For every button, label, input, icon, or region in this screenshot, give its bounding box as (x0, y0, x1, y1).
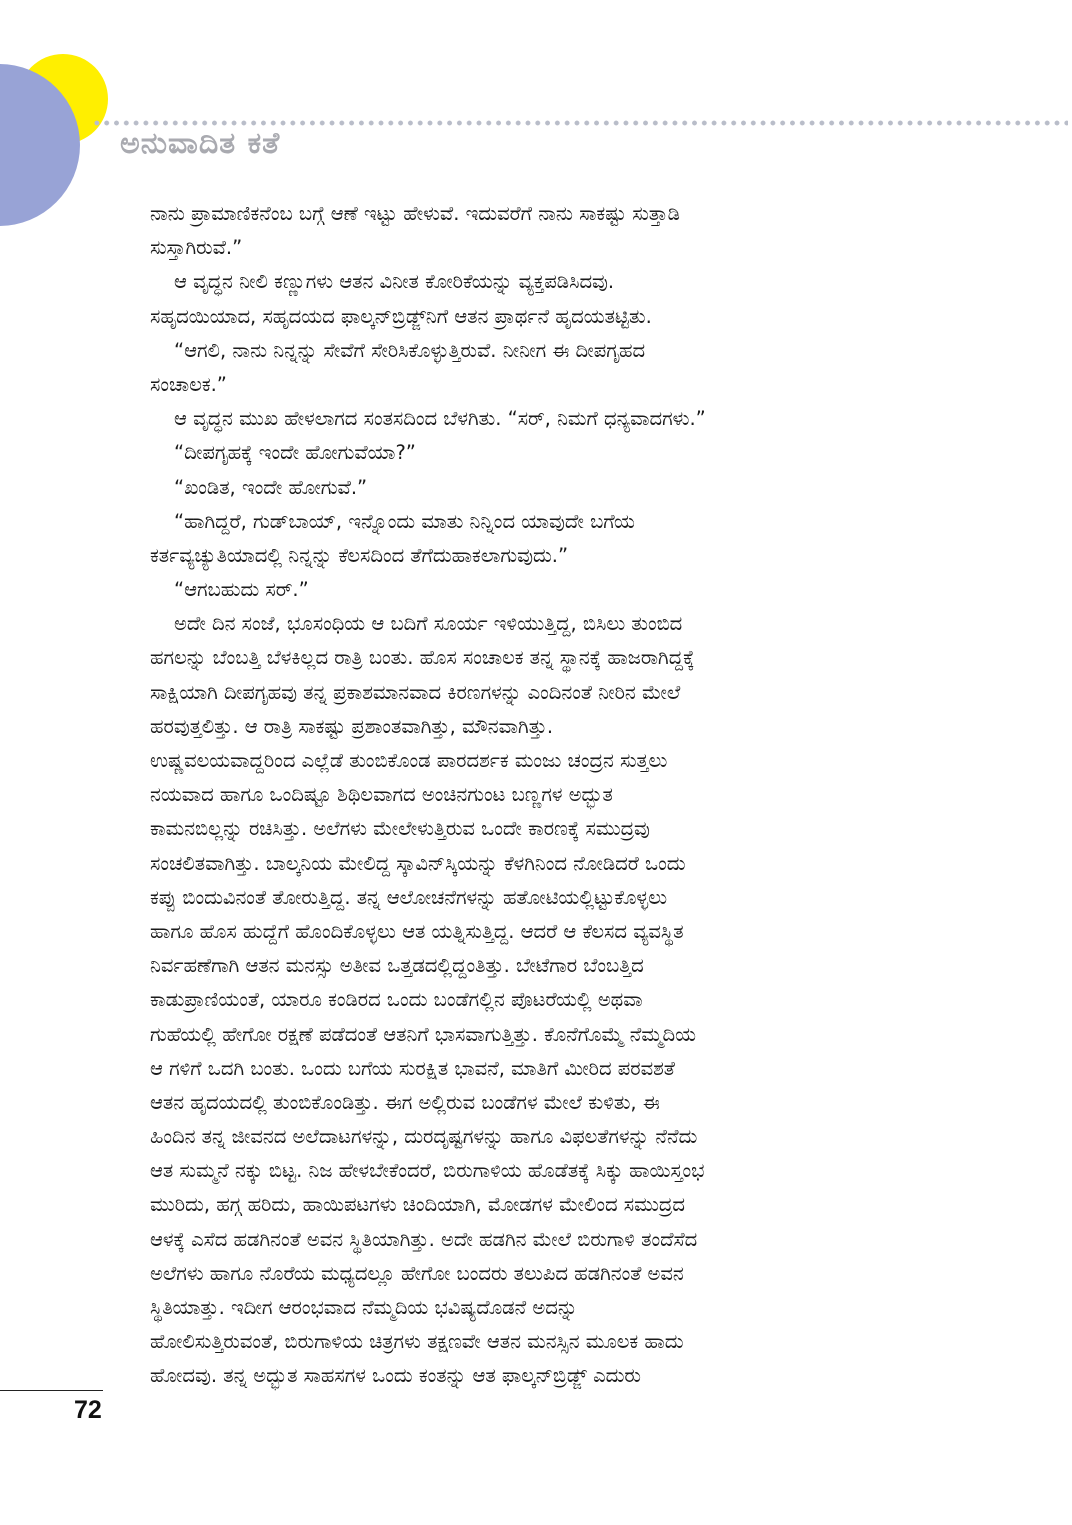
text-line: ನಾನು ಪ್ರಾಮಾಣಿಕನೆಂಬ ಬಗ್ಗೆ ಆಣೆ ಇಟ್ಟು ಹೇಳುವೆ. ಇದುವರೆಗೆ ನಾನು ಸಾಕಷ್ಟು ಸುತ್ತಾಡಿ (150, 202, 680, 225)
text-line: ಹಿಂದಿನ ತನ್ನ ಜೀವನದ ಅಲೆದಾಟಗಳನ್ನು, ದುರದೃಷ್ಟಗಳನ್ನು ಹಾಗೂ ವಿಫಲತೆಗಳನ್ನು ನೆನೆದು (150, 1125, 698, 1149)
text-line: ಆ ವೃದ್ಧನ ನೀಲಿ ಕಣ್ಣುಗಳು ಆತನ ವಿನೀತ ಕೋರಿಕೆಯನ್ನು ವ್ಯಕ್ತಪಡಿಸಿದವು. (174, 270, 615, 294)
text-line: ಗುಹೆಯಲ್ಲಿ ಹೇಗೋ ರಕ್ಷಣೆ ಪಡೆದಂತೆ ಆತನಿಗೆ ಭಾಸವಾಗುತ್ತಿತ್ತು. ಕೊನೆಗೊಮ್ಮೆ ನೆಮ್ಮದಿಯ (150, 1022, 696, 1046)
text-line: ಆತನ ಹೃದಯದಲ್ಲಿ ತುಂಬಿಕೊಂಡಿತ್ತು. ಈಗ ಅಲ್ಲಿರುವ ಬಂಡೆಗಳ ಮೇಲೆ ಕುಳಿತು, ಈ (150, 1090, 660, 1114)
text-line: ಹಗಲನ್ನು ಬೆಂಬತ್ತಿ ಬೆಳಕಿಲ್ಲದ ರಾತ್ರಿ ಬಂತು. ಹೊಸ ಸಂಚಾಲಕ ತನ್ನ ಸ್ಥಾನಕ್ಕೆ ಹಾಜರಾಗಿದ್ದಕ್ಕೆ (150, 646, 695, 670)
text-line: ಹೋಲಿಸುತ್ತಿರುವಂತೆ, ಬಿರುಗಾಳಿಯ ಚಿತ್ರಗಳು ತಕ್ಷಣವೇ ಆತನ ಮನಸ್ಸಿನ ಮೂಲಕ ಹಾದು (150, 1330, 684, 1354)
text-line: ಕಾಡುಪ್ರಾಣಿಯಂತೆ, ಯಾರೂ ಕಂಡಿರದ ಒಂದು ಬಂಡೆಗಲ್ಲಿನ ಪೊಟರೆಯಲ್ಲಿ ಅಥವಾ (150, 988, 643, 1012)
text-line: ಹಾಗೂ ಹೊಸ ಹುದ್ದೆಗೆ ಹೊಂದಿಕೊಳ್ಳಲು ಆತ ಯತ್ನಿಸುತ್ತಿದ್ದ. ಆದರೆ ಆ ಕೆಲಸದ ವ್ಯವಸ್ಥಿತ (150, 919, 684, 943)
text-line: ನಿರ್ವಹಣೆಗಾಗಿ ಆತನ ಮನಸ್ಸು ಅತೀವ ಒತ್ತಡದಲ್ಲಿದ್ದಂತಿತ್ತು. ಬೇಟೆಗಾರ ಬೆಂಬತ್ತಿದ (150, 954, 644, 978)
text-line: ಹರವುತ್ತಲಿತ್ತು. ಆ ರಾತ್ರಿ ಸಾಕಷ್ಟು ಪ್ರಶಾಂತವಾಗಿತ್ತು, ಮೌನವಾಗಿತ್ತು. (150, 714, 554, 738)
text-line: ಆ ವೃದ್ಧನ ಮುಖ ಹೇಳಲಾಗದ ಸಂತಸದಿಂದ ಬೆಳಗಿತು. “ಸರ್, ನಿಮಗೆ ಧನ್ಯವಾದಗಳು.” (174, 407, 706, 431)
text-line: “ಆಗಲಿ, ನಾನು ನಿನ್ನನ್ನು ಸೇವೆಗೆ ಸೇರಿಸಿಕೊಳ್ಳುತ್ತಿರುವೆ. ನೀನೀಗ ಈ ದೀಪಗೃಹದ (174, 338, 646, 362)
text-line: ಹೋದವು. ತನ್ನ ಅದ್ಭುತ ಸಾಹಸಗಳ ಒಂದು ಕಂತನ್ನು ಆತ ಫಾಲ್ಕನ್‌ಬ್ರಿಡ್ಜ್ ಎದುರು (150, 1364, 641, 1388)
text-line: ಕಪ್ಪು ಬಿಂದುವಿನಂತೆ ತೋರುತ್ತಿದ್ದ. ತನ್ನ ಆಲೋಚನೆಗಳನ್ನು ಹತೋಟಿಯಲ್ಲಿಟ್ಟುಕೊಳ್ಳಲು (150, 885, 668, 909)
text-line: “ಖಂಡಿತ, ಇಂದೇ ಹೋಗುವೆ.” (174, 475, 368, 499)
text-line: ಮುರಿದು, ಹಗ್ಗ ಹರಿದು, ಹಾಯಿಪಟಗಳು ಚಿಂದಿಯಾಗಿ, ಮೋಡಗಳ ಮೇಲಿಂದ ಸಮುದ್ರದ (150, 1193, 685, 1217)
text-line: ಕಾಮನಬಿಲ್ಲನ್ನು ರಚಿಸಿತ್ತು. ಅಲೆಗಳು ಮೇಲೇಳುತ್ತಿರುವ ಒಂದೇ ಕಾರಣಕ್ಕೆ ಸಮುದ್ರವು (150, 817, 650, 841)
text-line: ಉಷ್ಣವಲಯವಾದ್ದರಿಂದ ಎಲ್ಲೆಡೆ ತುಂಬಿಕೊಂಡ ಪಾರದರ್ಶಕ ಮಂಜು ಚಂದ್ರನ ಸುತ್ತಲು (150, 749, 668, 772)
text-line: ಆ ಗಳಿಗೆ ಒದಗಿ ಬಂತು. ಒಂದು ಬಗೆಯ ಸುರಕ್ಷಿತ ಭಾವನೆ, ಮಾತಿಗೆ ಮೀರಿದ ಪರವಶತೆ (150, 1056, 675, 1080)
text-line: “ಹಾಗಿದ್ದರೆ, ಗುಡ್‌ಬಾಯ್, ಇನ್ನೊಂದು ಮಾತು ನಿನ್ನಿಂದ ಯಾವುದೇ ಬಗೆಯ (174, 509, 635, 533)
text-line: ಸಹೃದಯಿಯಾದ, ಸಹೃದಯದ ಫಾಲ್ಕನ್‌ಬ್ರಿಡ್ಜ್‌ನಿಗೆ ಆತನ ಪ್ರಾರ್ಥನೆ ಹೃದಯತಟ್ಟಿತು. (150, 304, 652, 328)
text-line: ಅದೇ ದಿನ ಸಂಜೆ, ಭೂಸಂಧಿಯ ಆ ಬದಿಗೆ ಸೂರ್ಯ ಇಳಿಯುತ್ತಿದ್ದ, ಬಿಸಿಲು ತುಂಬಿದ (174, 612, 683, 636)
text-line: ಆತ ಸುಮ್ಮನೆ ನಕ್ಕು ಬಿಟ್ಟ. ನಿಜ ಹೇಳಬೇಕೆಂದರೆ, ಬಿರುಗಾಳಿಯ ಹೊಡೆತಕ್ಕೆ ಸಿಕ್ಕು ಹಾಯಿಸ್ತಂಭ (150, 1159, 705, 1183)
text-line: ನಯವಾದ ಹಾಗೂ ಒಂದಿಷ್ಟೂ ಶಿಥಿಲವಾಗದ ಅಂಚಿನಗುಂಟ ಬಣ್ಣಗಳ ಅದ್ಭುತ (150, 783, 613, 807)
text-line: ಸಂಚಲಿತವಾಗಿತ್ತು. ಬಾಲ್ಕನಿಯ ಮೇಲಿದ್ದ ಸ್ಕಾವಿನ್‌ಸ್ಕಿಯನ್ನು ಕೆಳಗಿನಿಂದ ನೋಡಿದರೆ ಒಂದು (150, 851, 686, 875)
text-line: ಕರ್ತವ್ಯಚ್ಯುತಿಯಾದಲ್ಲಿ ನಿನ್ನನ್ನು ಕೆಲಸದಿಂದ ತೆಗೆದುಹಾಕಲಾಗುವುದು.” (150, 543, 569, 567)
story-text (150, 197, 920, 1394)
footer-rule (0, 1390, 103, 1391)
page-number: 72 (74, 1396, 102, 1424)
text-line: ಅಲೆಗಳು ಹಾಗೂ ನೊರೆಯ ಮಧ್ಯದಲ್ಲೂ ಹೇಗೋ ಬಂದರು ತಲುಪಿದ ಹಡಗಿನಂತೆ ಅವನ (150, 1261, 684, 1285)
text-line: ಸ್ಥಿತಿಯಾತ್ತು. ಇದೀಗ ಆರಂಭವಾದ ನೆಮ್ಮದಿಯ ಭವಿಷ್ಯದೊಡನೆ ಅದನ್ನು (150, 1296, 578, 1319)
section-title: ಅನುವಾದಿತ ಕತೆ (120, 126, 281, 161)
text-line: ಸಂಚಾಲಕ.” (150, 372, 227, 396)
text-line: “ಆಗಬಹುದು ಸರ್.” (174, 578, 309, 602)
text-line: ಸಾಕ್ಷಿಯಾಗಿ ದೀಪಗೃಹವು ತನ್ನ ಪ್ರಕಾಶಮಾನವಾದ ಕಿರಣಗಳನ್ನು ಎಂದಿನಂತೆ ನೀರಿನ ಮೇಲೆ (150, 680, 681, 704)
text-line: “ದೀಪಗೃಹಕ್ಕೆ ಇಂದೇ ಹೋಗುವೆಯಾ?” (174, 441, 416, 465)
text-line: ಸುಸ್ತಾಗಿರುವೆ.” (150, 236, 243, 260)
text-line: ಆಳಕ್ಕೆ ಎಸೆದ ಹಡಗಿನಂತೆ ಅವನ ಸ್ಥಿತಿಯಾಗಿತ್ತು. ಅದೇ ಹಡಗಿನ ಮೇಲೆ ಬಿರುಗಾಳಿ ತಂದೆಸೆದ (150, 1227, 698, 1251)
